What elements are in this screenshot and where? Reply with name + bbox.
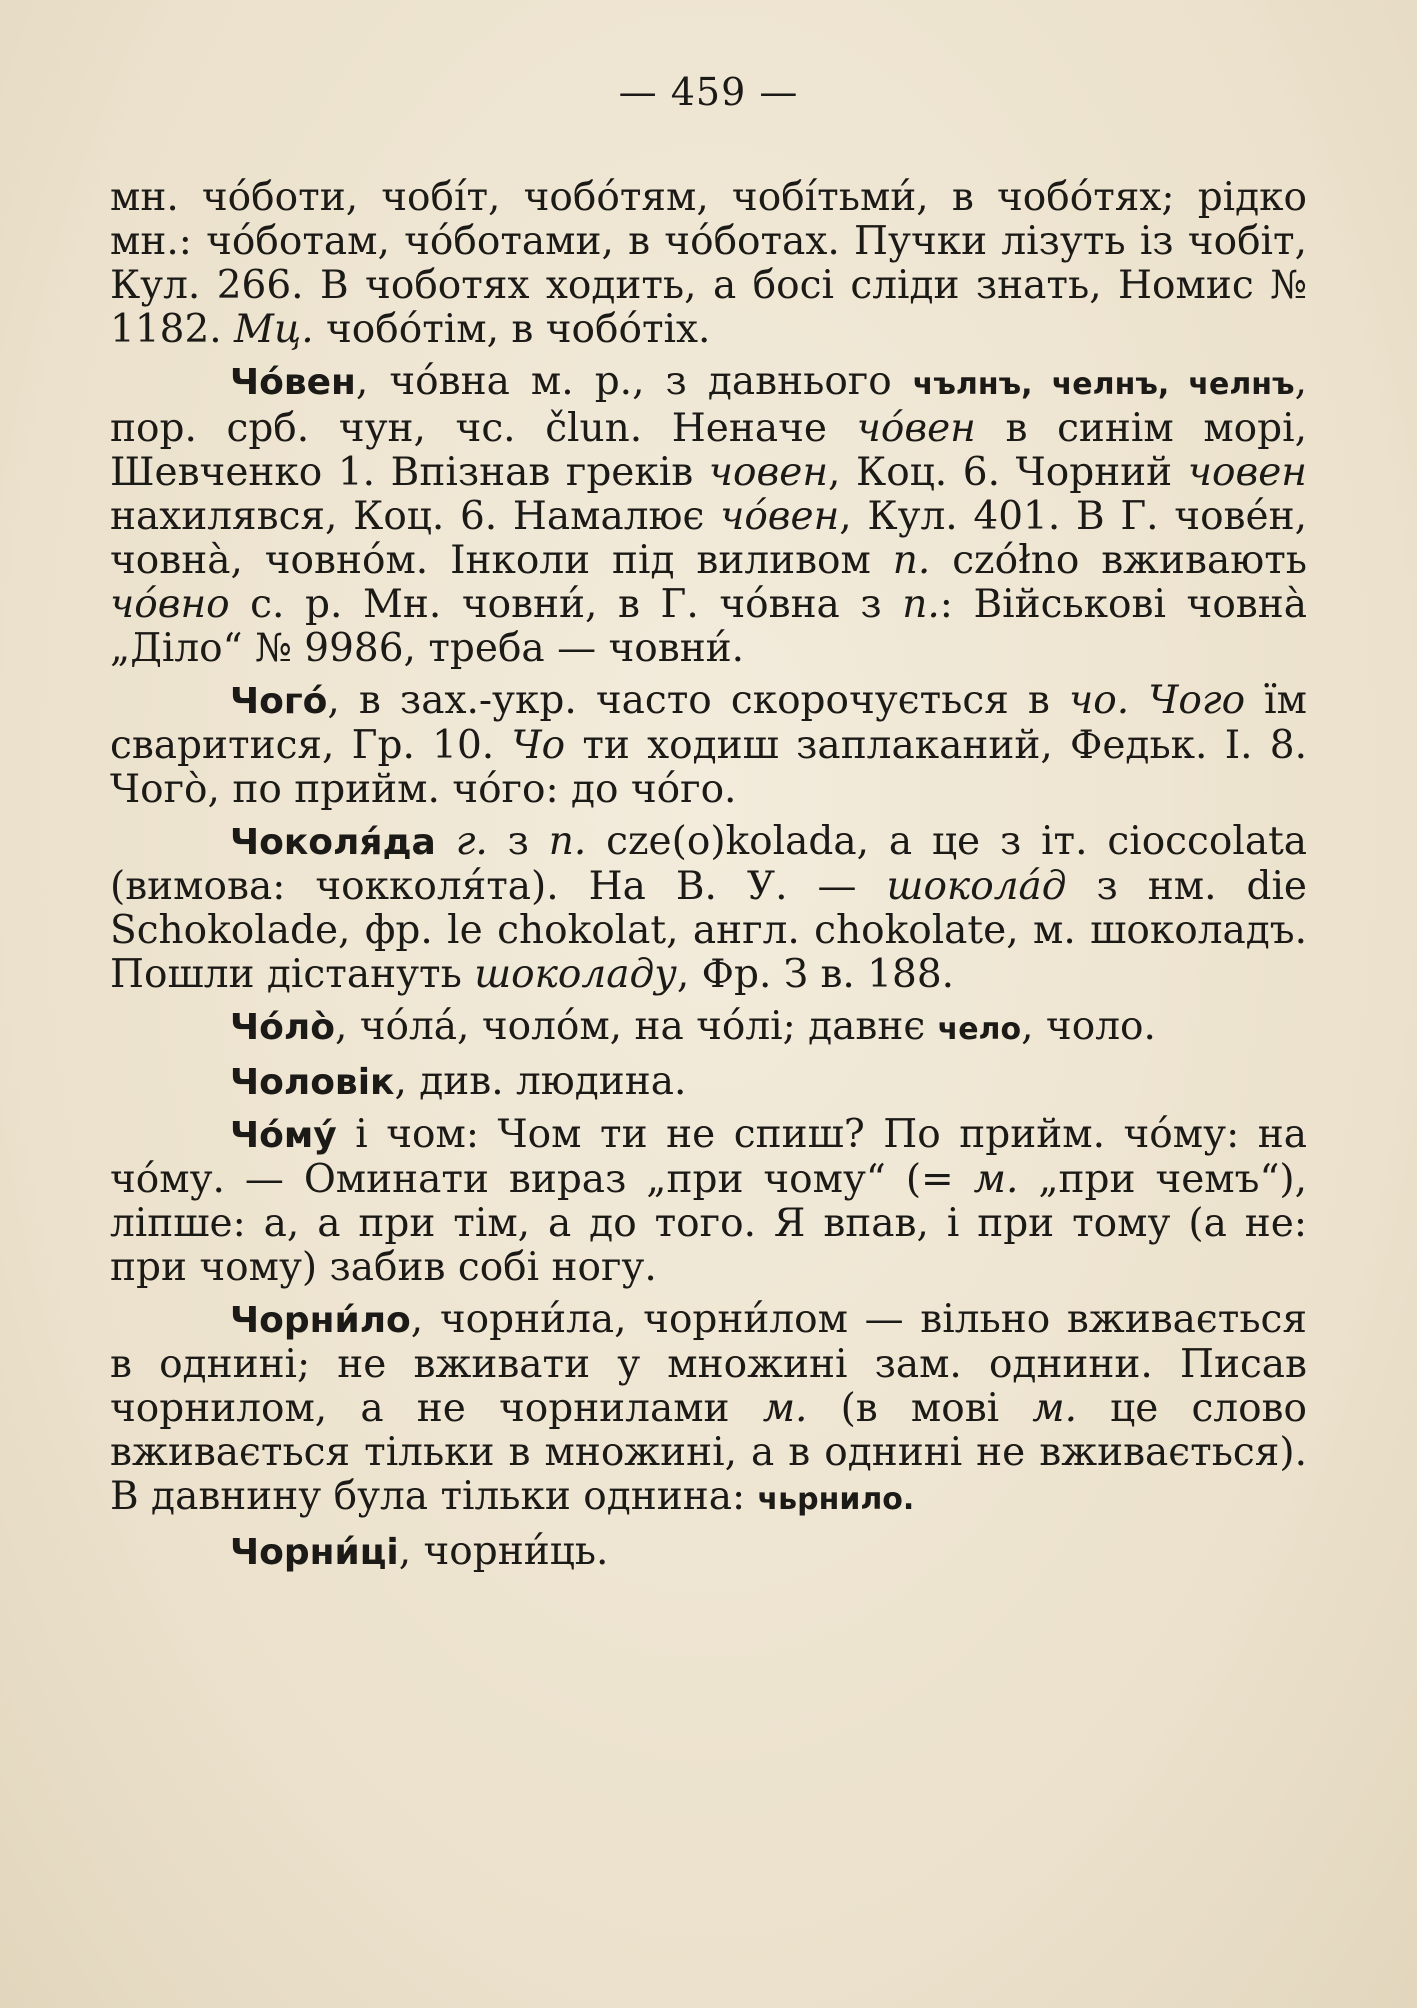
entry-chornylo [110,1298,1307,1522]
entry-text: , в зах.-укр. часто скорочується в [327,678,1069,723]
entry-chornytsi [110,1530,1307,1575]
entry-text: , чорни́ла, чорни́лом — вільно вживається в однині; не вживати у множині зам. однини. Писав чорнилом, а не чорнилами [110,1297,1307,1431]
italic-term: чо. [1069,678,1130,723]
headword: Чорни́ло [230,1300,411,1341]
italic-term: Чого [1148,678,1246,723]
old-slavonic-form: чьрнило. [757,1482,915,1517]
headword: Чого́ [230,681,328,722]
entry-text: з нм. die Schokolade, фр. le chokolat, англ. chokolate, м. шоколадъ. Пошли дістануть [110,864,1307,997]
entry-text: cze(o)kolada, а це з іт. cioccolata (вимова: чокколя́та). На В. У. — [110,819,1307,909]
entry-text: , Кул. 401. В Г. чове́н, човна̀, човно́м. Інколи під виливом [110,494,1307,583]
italic-term: м. [1032,1386,1078,1431]
entry-text: : Військові човна̀ „Діло“ № 9986, треба — човни́. [110,582,1308,671]
italic-term: човен [708,450,829,495]
entry-text: , Коц. 6. Чорний [828,450,1188,495]
headword: Чоколя́да [230,822,436,863]
headword: Чо́му́ [230,1115,337,1156]
entry-continuation [110,176,1307,352]
abbreviation: Мц. [234,307,314,352]
old-slavonic-form: чълнъ, челнъ, челнъ [912,367,1295,402]
entry-text [1129,678,1148,723]
italic-term: шокола́д [886,864,1067,909]
entry-text: це слово вживається тільки в множині, а в однині не вживається). В давнину була тільки однина: [110,1386,1307,1519]
headword: Чоловік [230,1062,395,1103]
italic-term: чо́вно [110,582,230,627]
entry-text: , пор. срб. чун, чс. člun. Неначе [110,359,1307,451]
entry-text: мн. чо́боти, чобі́т, чобо́тям, чобі́тьми́, в чобо́тях; рідко мн.: чо́ботам, чо́ботами, в чо́ботах. Пучки лізуть із чобіт, Кул. 266. В чоботях ходить, а босі сліди знать, Номис № 1182. [110,175,1307,352]
entry-text: ти ходиш заплаканий, Федьк. І. 8. Чого̀, по прийм. чо́го: до чо́го. [110,723,1307,812]
entry-text: , див. людина. [394,1059,687,1104]
headword: Чо́ло̀ [230,1007,335,1048]
entry-text: з [487,819,549,864]
entry-text: нахилявся, Коц. 6. Намалює [110,494,721,539]
entry-text: їм сваритися, Гр. 10. [110,678,1307,768]
headword: Чо́вен [230,362,356,403]
entry-text: (в мові [807,1386,1033,1431]
italic-term: г. [455,819,488,864]
italic-term: чо́вен [720,494,840,539]
italic-term: п. [892,538,931,583]
entry-text: с. р. Мн. човни́, в Г. чо́вна з [229,582,903,627]
entry-chogo [110,679,1307,812]
entry-choven [110,360,1307,671]
entry-text: czółno вживають [930,538,1307,583]
italic-term: човен [1187,450,1307,495]
italic-term: м. [973,1157,1019,1202]
italic-term: Чо [511,723,566,768]
entry-text: чобо́тім, в чобо́тіх. [313,307,711,352]
entry-cholovik [110,1060,1307,1105]
entry-text: , чоло. [1021,1004,1156,1049]
entry-text: в синім морі, Шевченко 1. Впізнав греків [110,406,1307,495]
page-number: — 459 — [618,70,799,114]
italic-term: чо́вен [856,406,976,451]
entry-text: , чо́вна м. р., з давнього [355,359,913,404]
italic-term: п. [902,582,940,627]
old-slavonic-form: чело [937,1012,1022,1047]
entry-text: , чорни́ць. [398,1529,609,1574]
entry-text: , чо́ла́, чоло́м, на чо́лі; давнє [334,1004,938,1049]
entry-cholo [110,1005,1307,1052]
entry-text: і чом: Чом ти не спиш? По прийм. чо́му: на чо́му. — Оминати вираз „при чому“ (= [110,1112,1307,1202]
entry-text: , Фр. З в. 188. [676,952,955,997]
entry-chomu [110,1113,1307,1290]
entry-text: „при чемъ“), ліпше: а, а при тім, а до того. Я впав, і при тому (а не: при чому) забив собі ногу. [110,1157,1308,1290]
italic-term: м. [762,1386,808,1431]
italic-term: п. [548,819,587,864]
italic-term: шоколаду [474,952,677,997]
headword: Чорни́ці [230,1532,399,1573]
entry-text [436,819,456,864]
entry-chokolyada [110,820,1307,997]
